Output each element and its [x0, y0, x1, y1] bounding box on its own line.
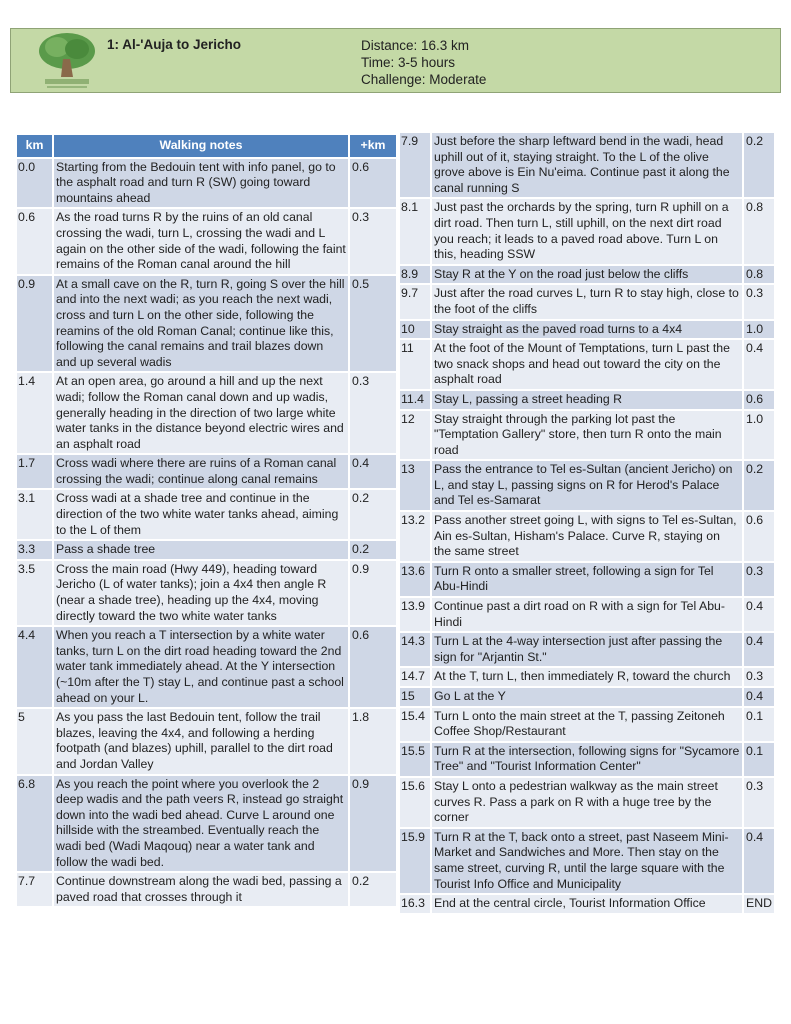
note-cell: Cross wadi where there are ruins of a Roman canal crossing the wadi; continue along canal remains — [53, 454, 349, 489]
plus-km-cell: 0.8 — [743, 265, 775, 285]
plus-km-cell: 0.4 — [743, 339, 775, 390]
plus-km-cell: 0.3 — [743, 562, 775, 597]
plus-km-cell: 0.1 — [743, 742, 775, 777]
km-cell: 0.0 — [16, 158, 53, 209]
note-cell: Stay straight as the paved road turns to a 4x4 — [431, 320, 743, 340]
note-cell: Just after the road curves L, turn R to stay high, close to the foot of the cliffs — [431, 284, 743, 319]
table-row — [16, 626, 397, 708]
note-cell: Turn R at the T, back onto a street, past Naseem Mini-Market and Sandwiches and More. Then stay on the same street, curving R, until the large square with the Tourist Info Office and Municipality — [431, 828, 743, 894]
note-cell: At the T, turn L, then immediately R, toward the church — [431, 667, 743, 687]
km-cell: 7.9 — [399, 132, 431, 198]
plus-km-cell: 0.3 — [349, 372, 397, 454]
km-cell: 10 — [399, 320, 431, 340]
km-cell: 15 — [399, 687, 431, 707]
km-cell: 11.4 — [399, 390, 431, 410]
plus-km-cell: 0.8 — [743, 198, 775, 264]
table-row — [16, 275, 397, 373]
note-cell: At the foot of the Mount of Temptations, turn L past the two snack shops and head out toward the city on the asphalt road — [431, 339, 743, 390]
note-cell: Stay L onto a pedestrian walkway as the main street curves R. Pass a park on R with a huge tree by the corner — [431, 777, 743, 828]
plus-km-cell: 0.4 — [743, 687, 775, 707]
col-notes: Walking notes — [53, 134, 349, 158]
km-cell: 0.9 — [16, 275, 53, 373]
km-cell: 1.4 — [16, 372, 53, 454]
km-cell: 3.1 — [16, 489, 53, 540]
plus-km-cell: 0.2 — [743, 460, 775, 511]
col-km: km — [16, 134, 53, 158]
table-row — [399, 777, 775, 828]
km-cell: 1.7 — [16, 454, 53, 489]
plus-km-cell: 0.1 — [743, 707, 775, 742]
table-row — [16, 489, 397, 540]
table-row — [399, 707, 775, 742]
note-cell: Turn R onto a smaller street, following a sign for Tel Abu-Hindi — [431, 562, 743, 597]
km-cell: 3.3 — [16, 540, 53, 560]
plus-km-cell: END — [743, 894, 775, 914]
table-row — [399, 597, 775, 632]
table-row — [399, 390, 775, 410]
km-cell: 14.3 — [399, 632, 431, 667]
table-row — [399, 265, 775, 285]
plus-km-cell: 0.6 — [743, 390, 775, 410]
note-cell: Pass the entrance to Tel es-Sultan (ancient Jericho) on L, and stay L, passing signs on R for Herod's Palace and Tel es-Samarat — [431, 460, 743, 511]
km-cell: 0.6 — [16, 208, 53, 274]
km-cell: 15.6 — [399, 777, 431, 828]
plus-km-cell: 0.4 — [743, 632, 775, 667]
plus-km-cell: 0.6 — [349, 158, 397, 209]
table-row — [16, 775, 397, 873]
plus-km-cell: 0.3 — [743, 284, 775, 319]
challenge: Challenge: Moderate — [361, 72, 487, 87]
note-cell: Cross the main road (Hwy 449), heading toward Jericho (L of water tanks); join a 4x4 then angle R (near a shade tree), heading up the 4x4, moving directly toward the two white water tanks — [53, 560, 349, 626]
table-row — [399, 320, 775, 340]
plus-km-cell: 0.6 — [743, 511, 775, 562]
plus-km-cell: 1.0 — [743, 320, 775, 340]
plus-km-cell: 0.3 — [743, 667, 775, 687]
km-cell: 3.5 — [16, 560, 53, 626]
note-cell: Turn L onto the main street at the T, passing Zeitoneh Coffee Shop/Restaurant — [431, 707, 743, 742]
plus-km-cell: 0.2 — [743, 132, 775, 198]
plus-km-cell: 1.0 — [743, 410, 775, 461]
km-cell: 14.7 — [399, 667, 431, 687]
note-cell: When you reach a T intersection by a white water tanks, turn L on the dirt road heading toward the 2nd water tank immediately ahead. At the Y intersection (~10m after the T) stay L, and continue past a school ahead on your L. — [53, 626, 349, 708]
km-cell: 15.4 — [399, 707, 431, 742]
note-cell: As you reach the point where you overlook the 2 deep wadis and the path veers R, instead go straight down into the wadi bed ahead. Curve L around one hillside with the streambed. Eventually reach the wadi bed (Wadi Maqouq) near a water tank and follow the wadi bed. — [53, 775, 349, 873]
note-cell: As you pass the last Bedouin tent, follow the trail blazes, leaving the 4x4, and following a herding footpath (and blazes) uphill, parallel to the dirt road and Jordan Valley — [53, 708, 349, 774]
table-row — [399, 132, 775, 198]
note-cell: At an open area, go around a hill and up the next wadi; follow the Roman canal down and up wadis, generally heading in the direction of two large white water tanks in the distance beyond electric wires and an asphalt road — [53, 372, 349, 454]
table-row — [399, 339, 775, 390]
note-cell: Turn R at the intersection, following signs for "Sycamore Tree" and "Tourist Information Center" — [431, 742, 743, 777]
table-row — [16, 208, 397, 274]
table-row — [399, 562, 775, 597]
table-row — [16, 708, 397, 774]
table-row — [399, 284, 775, 319]
tree-logo-icon — [35, 31, 99, 91]
km-cell: 15.9 — [399, 828, 431, 894]
note-cell: Stay R at the Y on the road just below the cliffs — [431, 265, 743, 285]
table-row — [16, 540, 397, 560]
table-row — [399, 460, 775, 511]
km-cell: 9.7 — [399, 284, 431, 319]
distance: Distance: 16.3 km — [361, 38, 470, 53]
km-cell: 6.8 — [16, 775, 53, 873]
note-cell: Stay straight through the parking lot past the "Temptation Gallery" store, then turn R onto the main road — [431, 410, 743, 461]
km-cell: 7.7 — [16, 872, 53, 907]
km-cell: 15.5 — [399, 742, 431, 777]
note-cell: As the road turns R by the ruins of an old canal crossing the wadi, turn L, crossing the wadi and L again on the other side of the wadi, following the faint remains of the Roman canal around the hill — [53, 208, 349, 274]
km-cell: 16.3 — [399, 894, 431, 914]
note-cell: Continue downstream along the wadi bed, passing a paved road that crosses through it — [53, 872, 349, 907]
note-cell: End at the central circle, Tourist Information Office — [431, 894, 743, 914]
plus-km-cell: 0.2 — [349, 540, 397, 560]
plus-km-cell: 0.3 — [349, 208, 397, 274]
km-cell: 13 — [399, 460, 431, 511]
table-row — [16, 372, 397, 454]
note-cell: Pass a shade tree — [53, 540, 349, 560]
table-row — [16, 872, 397, 907]
note-cell: Starting from the Bedouin tent with info panel, go to the asphalt road and turn R (SW) going toward mountains ahead — [53, 158, 349, 209]
time: Time: 3-5 hours — [361, 55, 456, 70]
note-cell: Turn L at the 4-way intersection just after passing the sign for "Arjantin St." — [431, 632, 743, 667]
plus-km-cell: 0.2 — [349, 489, 397, 540]
route-title: 1: Al-'Auja to Jericho — [107, 37, 241, 52]
note-cell: At a small cave on the R, turn R, going S over the hill and into the next wadi; as you reach the next wadi, cross and turn L on the other side, following the reamins of the old Roman Canal; continue like this, following the canal remains and trail blazes down and up several wadis — [53, 275, 349, 373]
table-row — [399, 198, 775, 264]
plus-km-cell: 0.6 — [349, 626, 397, 708]
table-row — [399, 632, 775, 667]
walking-notes-table-right — [398, 131, 776, 915]
route-header — [10, 28, 781, 93]
table-row — [399, 894, 775, 914]
km-cell: 5 — [16, 708, 53, 774]
plus-km-cell: 0.3 — [743, 777, 775, 828]
km-cell: 13.2 — [399, 511, 431, 562]
km-cell: 13.9 — [399, 597, 431, 632]
plus-km-cell: 0.9 — [349, 775, 397, 873]
table-row — [16, 560, 397, 626]
plus-km-cell: 0.9 — [349, 560, 397, 626]
table-row — [399, 687, 775, 707]
table-row — [399, 742, 775, 777]
table-row — [399, 511, 775, 562]
note-cell: Cross wadi at a shade tree and continue in the direction of the two white water tanks ahead, aiming to the L of them — [53, 489, 349, 540]
plus-km-cell: 0.5 — [349, 275, 397, 373]
km-cell: 13.6 — [399, 562, 431, 597]
walking-notes-table-left — [15, 133, 398, 908]
note-cell: Stay L, passing a street heading R — [431, 390, 743, 410]
table-row — [16, 454, 397, 489]
note-cell: Go L at the Y — [431, 687, 743, 707]
km-cell: 4.4 — [16, 626, 53, 708]
route-info — [361, 37, 486, 88]
km-cell: 11 — [399, 339, 431, 390]
table-row — [399, 828, 775, 894]
col-plus-km: +km — [349, 134, 397, 158]
table-row — [399, 667, 775, 687]
note-cell: Continue past a dirt road on R with a sign for Tel Abu-Hindi — [431, 597, 743, 632]
plus-km-cell: 0.2 — [349, 872, 397, 907]
table-row — [399, 410, 775, 461]
table-row — [16, 158, 397, 209]
note-cell: Pass another street going L, with signs to Tel es-Sultan, Ain es-Sultan, Hisham's Palace. Curve R, staying on the same street — [431, 511, 743, 562]
plus-km-cell: 0.4 — [349, 454, 397, 489]
plus-km-cell: 0.4 — [743, 828, 775, 894]
note-cell: Just past the orchards by the spring, turn R uphill on a dirt road. Then turn L, still uphill, on the next dirt road you reach; it leads to a paved road above. Turn L on this, heading SSW — [431, 198, 743, 264]
plus-km-cell: 1.8 — [349, 708, 397, 774]
km-cell: 8.9 — [399, 265, 431, 285]
plus-km-cell: 0.4 — [743, 597, 775, 632]
note-cell: Just before the sharp leftward bend in the wadi, head uphill out of it, staying straight. To the L of the olive grove above is Ein Nu'eima. Continue past it along the canal running S — [431, 132, 743, 198]
km-cell: 8.1 — [399, 198, 431, 264]
km-cell: 12 — [399, 410, 431, 461]
